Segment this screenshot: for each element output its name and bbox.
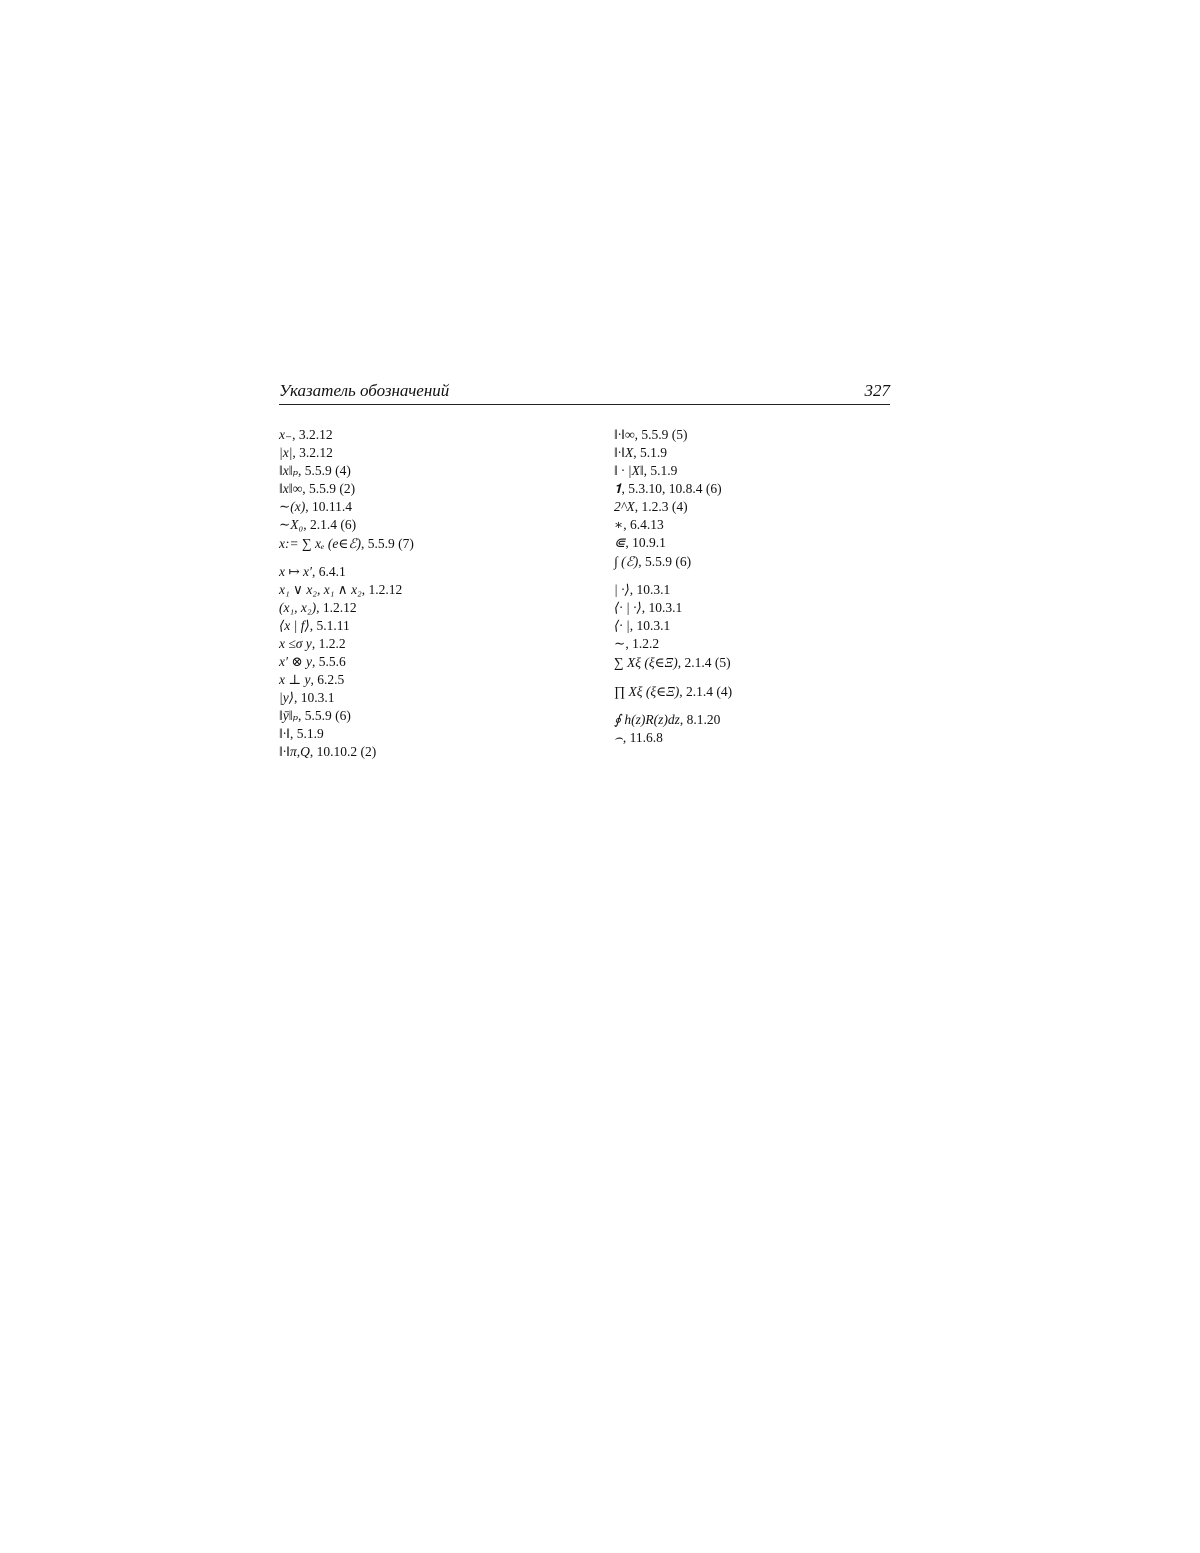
index-entry: | ·⟩, 10.3.1	[614, 582, 671, 597]
index-entry: ∗, 6.4.13	[614, 517, 664, 532]
index-entry: ∼X₀, 2.1.4 (6)	[279, 517, 357, 532]
index-entry: ∏ Xξ (ξ∈Ξ), 2.1.4 (4)	[614, 684, 733, 699]
index-entry: ‖x‖ₚ, 5.5.9 (4)	[279, 463, 351, 478]
index-entry: x ≤σ y, 1.2.2	[279, 636, 346, 651]
index-entry: ⟨· | ·⟩, 10.3.1	[614, 600, 683, 615]
running-header	[279, 378, 890, 405]
index-entry: x₋, 3.2.12	[279, 427, 333, 442]
index-entry: ‖x‖∞, 5.5.9 (2)	[279, 481, 356, 496]
index-entry: 𝟏, 5.3.10, 10.8.4 (6)	[614, 481, 722, 496]
index-entry: ⟨x | f⟩, 5.1.11	[279, 618, 350, 633]
index-entry: |x|, 3.2.12	[279, 445, 333, 460]
page-number: 327	[864, 381, 890, 400]
index-entry: x:= ∑ xₑ (e∈ℰ), 5.5.9 (7)	[279, 536, 414, 551]
index-entry: ‖·‖π,Q, 10.10.2 (2)	[279, 744, 377, 759]
index-entry: ∫ (ℰ), 5.5.9 (6)	[614, 554, 692, 569]
left-index-column	[279, 426, 579, 761]
index-entry: x′ ⊗ y, 5.5.6	[279, 654, 346, 669]
index-entry: ‖·‖, 5.1.9	[279, 726, 324, 741]
index-entry: ∮ h(z)R(z)dz, 8.1.20	[614, 712, 721, 727]
header-title: Указатель обозначений	[279, 381, 450, 400]
right-index-column	[614, 426, 894, 747]
index-entry: x₁ ∨ x₂, x₁ ∧ x₂, 1.2.12	[279, 582, 403, 597]
index-entry: (x₁, x₂), 1.2.12	[279, 600, 357, 615]
index-entry: |y⟩, 10.3.1	[279, 690, 335, 705]
index-entry: ‖·‖X, 5.1.9	[614, 445, 667, 460]
index-entry: 2^X, 1.2.3 (4)	[614, 499, 688, 514]
index-entry: ‖·‖∞, 5.5.9 (5)	[614, 427, 688, 442]
index-entry: ∼, 1.2.2	[614, 636, 660, 651]
index-entry: ⟨· |, 10.3.1	[614, 618, 671, 633]
index-entry: ∼(x), 10.11.4	[279, 499, 353, 514]
index-entry: ⋐, 10.9.1	[614, 535, 666, 550]
index-entry: x ↦ x′, 6.4.1	[279, 564, 346, 579]
index-entry: ⌢, 11.6.8	[614, 730, 663, 745]
index-entry: x ⊥ y, 6.2.5	[279, 672, 345, 687]
index-entry: ∑ Xξ (ξ∈Ξ), 2.1.4 (5)	[614, 655, 731, 670]
index-entry: ‖ · |X‖, 5.1.9	[614, 463, 678, 478]
index-entry: ‖ȳ‖ₚ, 5.5.9 (6)	[279, 708, 351, 723]
